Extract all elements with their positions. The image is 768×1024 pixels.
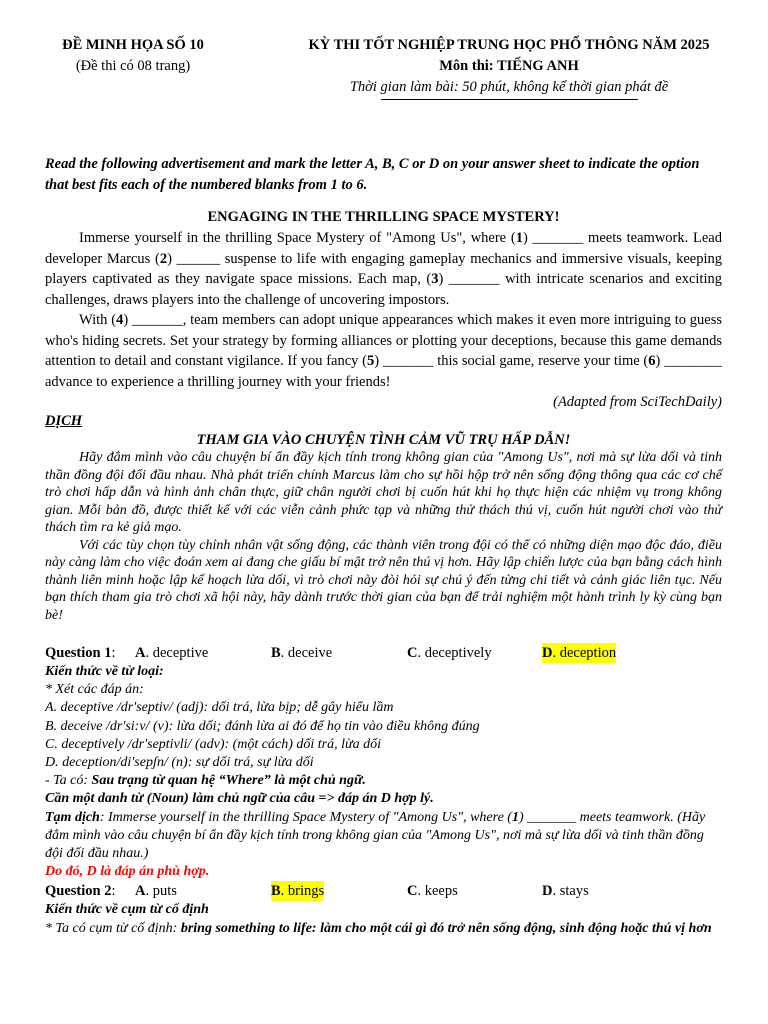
text-run: 1 bbox=[511, 809, 519, 825]
q1-tam-dich bbox=[45, 809, 722, 864]
exam-subject: Môn thi: TIẾNG ANH bbox=[439, 58, 579, 74]
option-text: . deceptive bbox=[145, 645, 209, 661]
q1-option-a[interactable] bbox=[135, 643, 208, 663]
text-run: bring something to life: làm cho một cái gì đó trở nên sống động, sinh động hoặc thú vị hơn bbox=[180, 920, 712, 936]
option-letter: C bbox=[407, 883, 418, 900]
passage-paragraph-1 bbox=[45, 228, 722, 310]
option-text: . keeps bbox=[417, 883, 458, 900]
option-letter: A bbox=[135, 883, 146, 900]
translation-paragraph-2: Với các tùy chọn tùy chỉnh nhân vật sống động, các thành viên trong đội có thể có những diện mạo độc đáo, điều này càng làm cho việc đoán xem ai đang che giấu bí mật trở nên thú vị hơn. Hãy lập chiến lược của bạn bằng cách hình thành liên minh hoặc lập kế hoạch lừa dối, vì trò chơi này đòi hỏi sự chú ý đến từng chi tiết và cảnh giác liên tục. Nếu bạn thích tham gia trò chơi xã hội này, hãy dành trước thời gian của bạn để trải nghiệm một hành trình ly kỳ cùng bạn bè! bbox=[45, 537, 722, 623]
option-text: . deceptively bbox=[417, 645, 492, 661]
exam-time: Thời gian làm bài: 50 phút, không kể thời gian phát đề bbox=[349, 79, 669, 95]
passage-source: (Adapted from SciTechDaily) bbox=[553, 394, 722, 410]
translation-label: DỊCH bbox=[45, 413, 83, 429]
q1-option-d-answer[interactable] bbox=[542, 643, 616, 663]
option-letter: B bbox=[271, 883, 281, 900]
question-1-label: Question 1 bbox=[45, 645, 112, 661]
passage-paragraph-2 bbox=[45, 310, 722, 392]
text-run: ) _______ meets teamwork. (Hãy đắm mình vào câu chuyện bí ẩn đầy kịch tính trong không gian của "Among Us", nơi mà sự lừa dối và tinh thần đồng đội đối đầu nhau.) bbox=[45, 809, 706, 862]
exam-code: ĐỀ MINH HỌA SỐ 10 bbox=[62, 37, 204, 53]
q1-line: C. deceptively /dr'septivli/ (adv): (một cách) dối trá, lừa dối bbox=[45, 736, 382, 752]
page-count: (Đề thi có 08 trang) bbox=[75, 58, 191, 74]
q1-knowledge: Kiến thức về từ loại: bbox=[45, 664, 164, 679]
option-letter: D bbox=[542, 883, 553, 900]
q1-line: A. deceptive /dr'septiv/ (adj): dối trá, lừa bịp; dễ gây hiểu lầm bbox=[45, 700, 394, 716]
option-letter: A bbox=[135, 645, 146, 661]
option-letter: B bbox=[271, 645, 281, 661]
option-text: . stays bbox=[552, 883, 589, 900]
header-divider bbox=[381, 99, 638, 100]
option-text: . brings bbox=[280, 883, 325, 900]
option-text: . puts bbox=[145, 883, 177, 900]
q1-line: D. deception/di'sepʃn/ (n): sự dối trá, sự lừa dối bbox=[45, 755, 314, 771]
exam-header bbox=[45, 34, 722, 116]
q2-option-c[interactable] bbox=[407, 881, 458, 901]
option-letter: C bbox=[407, 645, 418, 661]
text-run: - Ta có: bbox=[45, 773, 92, 789]
text-run: ) _______ with intricate scenarios and exciting challenges, draws players into the challenge of uncovering impostors. bbox=[45, 271, 722, 308]
q1-option-b[interactable] bbox=[271, 643, 332, 663]
blank-number: 4 bbox=[116, 312, 124, 328]
text-run: ) ________ advance to experience a thrilling journey with your friends! bbox=[45, 353, 722, 390]
exam-title: KỲ THI TỐT NGHIỆP TRUNG HỌC PHỔ THÔNG NĂM 2025 bbox=[308, 37, 710, 53]
question-2-label: Question 2 bbox=[45, 883, 112, 900]
text-run: * Ta có cụm từ cố định: bbox=[45, 920, 181, 936]
blank-number: 5 bbox=[366, 353, 375, 369]
blank-number: 2 bbox=[159, 250, 168, 267]
q2-knowledge: Kiến thức về cụm từ cố định bbox=[45, 902, 209, 918]
question-2-row: Question 2: A. puts B. brings C. keeps D. stays bbox=[45, 883, 589, 900]
exam-page bbox=[45, 34, 722, 938]
text-run: : Immerse yourself in the thrilling Space Mystery of "Among Us", where ( bbox=[99, 809, 512, 825]
q1-note bbox=[45, 772, 722, 790]
q1-note-2: Cần một danh từ (Noun) làm chủ ngữ của câu => đáp án D hợp lý. bbox=[45, 791, 434, 807]
exam-code-block bbox=[45, 35, 221, 77]
translation-title: THAM GIA VÀO CHUYỆN TÌNH CẢM VŨ TRỤ HẤP DẪN! bbox=[196, 432, 571, 448]
blank-number: 1 bbox=[515, 230, 523, 246]
text-run: ) _______ meets teamwork. Lead developer Marcus ( bbox=[45, 230, 722, 267]
q2-note bbox=[45, 920, 722, 938]
text-run: With ( bbox=[79, 312, 117, 328]
option-text: . deception bbox=[552, 645, 617, 661]
q1-conclusion: Do đó, D là đáp án phù hợp. bbox=[45, 864, 210, 880]
q1-option-c[interactable] bbox=[407, 643, 492, 663]
passage-title: ENGAGING IN THE THRILLING SPACE MYSTERY! bbox=[207, 209, 560, 225]
blank-number: 6 bbox=[648, 353, 656, 369]
option-text: . deceive bbox=[280, 645, 333, 661]
q2-option-d[interactable] bbox=[542, 881, 589, 901]
question-1-row: Question 1: A. deceptive B. deceive C. deceptively D. deception bbox=[45, 645, 617, 661]
text-run: ) _______ this social game, reserve your time ( bbox=[374, 353, 649, 369]
text-run: Immerse yourself in the thrilling Space Mystery of "Among Us", where ( bbox=[79, 230, 516, 246]
instruction: Read the following advertisement and mark the letter A, B, C or D on your answer sheet to indicate the option that best fits each of the numbered blanks from 1 to 6. bbox=[45, 156, 700, 193]
question-2-explanation bbox=[45, 901, 722, 937]
q1-line: * Xét các đáp án: bbox=[45, 682, 144, 698]
translation-paragraph-1: Hãy đắm mình vào câu chuyện bí ẩn đầy kịch tính trong không gian của "Among Us", nơi mà sự lừa dối và tinh thần đồng đội đối đầu nhau. Nhà phát triển chính Marcus làm cho sự hồi hộp trở nên sống động thông qua các cơ chế trò chơi hấp dẫn và hình ảnh chân thực, giữ chân người chơi bị cuốn hút khi họ thực hiện các nhiệm vụ trong không gian. Mỗi bản đồ, được thiết kế với các viễn cảnh phức tạp và những thử thách thú vị, cuốn hút người chơi vào thử thách tìm ra kẻ giả mạo. bbox=[45, 450, 722, 535]
exam-title-block bbox=[279, 35, 739, 100]
text-run: ) _______, team members can adopt unique appearances which makes it even more intriguing to guess who's hiding secrets. Set your strategy by forming alliances or plotting your deceptions, because this game demands attention to detail and constant vigilance. If you fancy ( bbox=[45, 312, 723, 369]
text-run: Tạm dịch bbox=[45, 809, 100, 825]
option-letter: D bbox=[542, 645, 553, 661]
q2-option-a[interactable] bbox=[135, 881, 177, 901]
q1-line: B. deceive /dr'si:v/ (v): lừa dối; đánh lừa ai đó để họ tin vào điều không đúng bbox=[45, 718, 480, 734]
q2-option-b-answer[interactable] bbox=[271, 881, 324, 901]
question-1-explanation bbox=[45, 663, 722, 881]
text-run: ) ______ suspense to life with engaging gameplay mechanics and immersive visuals, keeping players captivated as they navigate space missions. Each map, ( bbox=[45, 250, 722, 287]
blank-number: 3 bbox=[431, 271, 439, 287]
text-run: Sau trạng từ quan hệ “Where” là một chủ ngữ. bbox=[91, 773, 366, 789]
